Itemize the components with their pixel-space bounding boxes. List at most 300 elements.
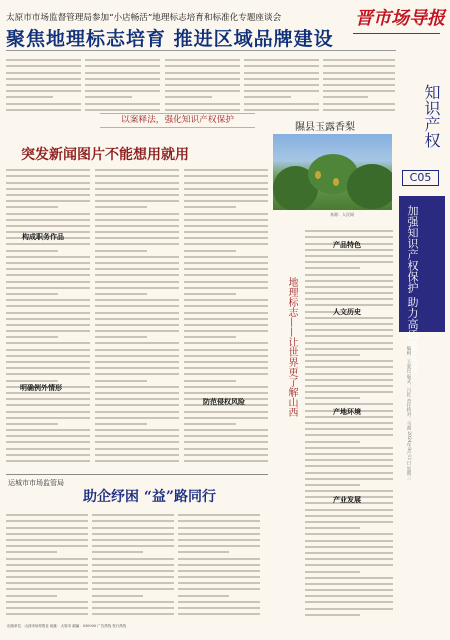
body-text-line: [305, 292, 393, 294]
body-text-line: [165, 59, 240, 61]
body-text-line: [305, 236, 393, 238]
body-text-line: [6, 169, 90, 171]
body-text-line: [6, 59, 81, 61]
body-text-line: [6, 441, 90, 443]
body-text-line: [95, 404, 179, 406]
body-text-line: [184, 448, 268, 450]
body-text-line: [6, 429, 90, 431]
body-text-line: [6, 262, 90, 264]
vertical-banner: 地理标志——让世界更了解山西: [286, 277, 297, 417]
body-text-line: [184, 274, 268, 276]
top-subtitle: 太原市市场监督管理局参加“小店畅活”地理标志培育和标准化专题座谈会: [6, 13, 282, 23]
bottom-divider: [6, 474, 268, 475]
body-text-line: [6, 78, 81, 80]
body-text-line: [95, 386, 179, 388]
body-text-line: [244, 65, 319, 67]
body-text-line: [6, 520, 88, 522]
masthead-rule: [353, 33, 440, 34]
body-text-line: [92, 527, 174, 529]
body-text-line: [6, 90, 81, 92]
body-text-line: [184, 188, 268, 190]
body-text-line: [6, 342, 90, 344]
body-text-line: [178, 564, 260, 566]
body-text-line: [305, 571, 360, 573]
body-text-line: [305, 267, 360, 269]
body-text-line: [6, 109, 81, 111]
body-text-line: [85, 65, 160, 67]
body-text-line: [184, 349, 268, 351]
body-text-line: [6, 576, 88, 578]
item-2: 人文历史: [333, 307, 361, 316]
body-text-line: [95, 349, 179, 351]
body-text-line: [178, 533, 260, 535]
body-text-line: [95, 256, 179, 258]
body-text-line: [6, 601, 88, 603]
body-text-line: [184, 281, 268, 283]
body-text-line: [6, 84, 81, 86]
body-text-line: [85, 72, 160, 74]
body-text-line: [95, 342, 179, 344]
body-text-line: [244, 59, 319, 61]
body-text-line: [184, 256, 268, 258]
body-text-line: [323, 84, 395, 86]
body-text-line: [6, 72, 81, 74]
body-text-line: [95, 324, 179, 326]
body-text-line: [305, 447, 393, 449]
body-text-line: [244, 84, 319, 86]
body-text-line: [305, 280, 393, 282]
body-text-line: [244, 72, 319, 74]
body-text-line: [305, 614, 360, 616]
section-banner: 以案释法，强化知识产权保护: [100, 113, 255, 128]
body-text-line: [305, 577, 393, 579]
body-text-line: [178, 551, 229, 553]
body-text-line: [305, 608, 393, 610]
body-text-line: [95, 206, 147, 208]
body-text-line: [6, 336, 58, 338]
body-text-line: [305, 274, 393, 276]
body-text-line: [305, 601, 393, 603]
item-3: 产地环境: [333, 407, 361, 416]
body-text-line: [95, 293, 147, 295]
body-text-line: [184, 312, 268, 314]
body-text-line: [95, 200, 179, 202]
body-text-line: [6, 539, 88, 541]
body-text-line: [305, 360, 393, 362]
body-text-line: [85, 78, 160, 80]
body-text-line: [6, 355, 90, 357]
body-text-line: [92, 576, 174, 578]
body-text-line: [6, 613, 88, 615]
body-text-line: [6, 533, 88, 535]
column-title: 知识产权: [422, 84, 441, 148]
body-text-line: [6, 287, 90, 289]
body-text-line: [244, 103, 319, 105]
body-text-line: [305, 422, 393, 424]
body-text-line: [305, 348, 393, 350]
body-text-line: [165, 65, 240, 67]
body-text-line: [95, 312, 179, 314]
body-text-line: [165, 84, 240, 86]
body-text-line: [305, 255, 393, 257]
body-text-line: [92, 582, 174, 584]
body-text-line: [95, 188, 179, 190]
page-code: C05: [402, 170, 439, 186]
body-text-line: [95, 330, 179, 332]
body-text-line: [165, 103, 240, 105]
body-text-line: [6, 349, 90, 351]
body-text-line: [92, 564, 174, 566]
right-text-col: [305, 226, 393, 621]
body-text-line: [92, 607, 174, 609]
body-text-line: [165, 90, 240, 92]
body-text-line: [184, 231, 268, 233]
body-text-line: [184, 262, 268, 264]
body-text-line: [6, 324, 90, 326]
item-1: 产品特色: [333, 240, 361, 249]
body-text-line: [95, 250, 147, 252]
body-text-line: [323, 59, 395, 61]
body-text-line: [92, 588, 174, 590]
body-text-line: [178, 595, 229, 597]
body-text-line: [305, 583, 393, 585]
body-text-line: [85, 84, 160, 86]
body-text-line: [6, 103, 81, 105]
body-text-line: [323, 65, 395, 67]
body-text-line: [6, 417, 90, 419]
body-text-line: [6, 582, 88, 584]
body-text-line: [6, 367, 90, 369]
body-text-line: [305, 472, 393, 474]
body-text-line: [95, 213, 179, 215]
body-text-line: [6, 250, 58, 252]
main-headline: 聚焦地理标志培育 推进区域品牌建设: [6, 28, 334, 50]
body-text-line: [6, 200, 90, 202]
body-text-line: [85, 109, 160, 111]
body-text-line: [6, 558, 88, 560]
body-text-line: [95, 318, 179, 320]
body-text-line: [305, 342, 393, 344]
body-text-line: [95, 392, 179, 394]
body-text-line: [6, 460, 90, 462]
body-text-line: [184, 392, 268, 394]
body-text-line: [95, 423, 147, 425]
body-text-line: [184, 454, 268, 456]
body-text-line: [184, 243, 268, 245]
body-text-line: [184, 435, 268, 437]
body-text-line: [6, 256, 90, 258]
body-text-line: [92, 514, 174, 516]
body-text-line: [184, 305, 268, 307]
body-text-line: [305, 558, 393, 560]
body-text-line: [6, 194, 90, 196]
body-text-line: [305, 595, 393, 597]
body-text-line: [6, 454, 90, 456]
body-text-line: [95, 429, 179, 431]
body-text-line: [95, 460, 179, 462]
body-text-line: [95, 454, 179, 456]
body-text-line: [6, 188, 90, 190]
body-text-line: [95, 305, 179, 307]
body-text-line: [184, 194, 268, 196]
body-text-line: [184, 361, 268, 363]
body-text-line: [178, 588, 260, 590]
body-text-line: [6, 312, 90, 314]
bottom-source: 运城市市场监管局: [8, 479, 64, 487]
body-text-line: [165, 72, 240, 74]
body-text-line: [6, 435, 90, 437]
body-text-line: [85, 96, 132, 98]
bottom-col-3: [178, 510, 260, 618]
body-text-line: [305, 261, 393, 263]
body-text-line: [305, 354, 360, 356]
body-text-line: [244, 96, 291, 98]
body-text-line: [178, 527, 260, 529]
body-text-line: [85, 59, 160, 61]
article-col-5: [323, 55, 395, 113]
body-text-line: [305, 509, 393, 511]
body-text-line: [305, 329, 393, 331]
body-text-line: [305, 459, 393, 461]
body-text-line: [95, 194, 179, 196]
body-text-line: [95, 336, 147, 338]
body-text-line: [92, 520, 174, 522]
body-text-line: [305, 540, 393, 542]
body-text-line: [184, 182, 268, 184]
body-text-line: [244, 109, 319, 111]
body-text-line: [184, 441, 268, 443]
body-text-line: [184, 423, 236, 425]
body-text-line: [165, 96, 212, 98]
body-text-line: [95, 373, 179, 375]
body-text-line: [305, 434, 393, 436]
body-text-line: [6, 182, 90, 184]
body-text-line: [184, 293, 236, 295]
body-text-line: [184, 225, 268, 227]
body-text-line: [6, 219, 90, 221]
body-text-line: [92, 551, 143, 553]
body-text-line: [95, 182, 179, 184]
body-text-line: [305, 335, 393, 337]
body-text-line: [6, 361, 90, 363]
body-text-line: [6, 243, 90, 245]
body-text-line: [178, 558, 260, 560]
body-text-line: [305, 453, 393, 455]
body-text-line: [165, 78, 240, 80]
body-text-line: [184, 367, 268, 369]
body-text-line: [6, 65, 81, 67]
body-text-line: [6, 595, 57, 597]
body-text-line: [305, 286, 393, 288]
body-text-line: [305, 323, 393, 325]
body-text-line: [95, 411, 179, 413]
body-text-line: [6, 281, 90, 283]
bottom-col-2: [92, 510, 174, 618]
body-text-line: [6, 213, 90, 215]
body-text-line: [305, 379, 393, 381]
body-text-line: [6, 225, 90, 227]
body-text-line: [305, 385, 393, 387]
body-text-line: [305, 490, 393, 492]
body-text-line: [184, 330, 268, 332]
orchard-photo: [273, 134, 392, 210]
body-text-line: [95, 268, 179, 270]
body-text-line: [95, 355, 179, 357]
body-text-line: [184, 342, 268, 344]
body-text-line: [178, 582, 260, 584]
item-4: 产业发展: [333, 495, 361, 504]
body-text-line: [92, 539, 174, 541]
bottom-col-1: [6, 510, 88, 618]
body-text-line: [95, 380, 147, 382]
body-text-line: [6, 318, 90, 320]
body-text-line: [6, 373, 90, 375]
body-text-line: [323, 90, 395, 92]
body-text-line: [305, 230, 393, 232]
body-text-line: [178, 576, 260, 578]
body-text-line: [6, 570, 88, 572]
body-text-line: [95, 435, 179, 437]
body-text-line: [92, 601, 174, 603]
body-text-line: [85, 103, 160, 105]
body-text-line: [184, 200, 268, 202]
body-text-line: [184, 287, 268, 289]
body-text-line: [305, 521, 393, 523]
body-text-line: [6, 545, 88, 547]
body-text-line: [95, 231, 179, 233]
body-text-line: [92, 613, 174, 615]
subhead-2: 明确例外情形: [20, 383, 62, 392]
body-text-line: [184, 268, 268, 270]
section-headline: 突发新闻图片不能想用就用: [21, 147, 189, 163]
body-text-line: [244, 90, 319, 92]
body-text-line: [184, 355, 268, 357]
body-text-line: [178, 539, 260, 541]
body-text-line: [95, 398, 179, 400]
body-text-line: [6, 380, 58, 382]
slogan-text: 加强知识产权保护 助力高质量发展: [406, 205, 419, 374]
body-text-line: [6, 293, 58, 295]
left-col-2: [95, 165, 179, 465]
body-text-line: [6, 299, 90, 301]
article-col-4: [244, 55, 319, 113]
body-text-line: [6, 330, 90, 332]
subhead-1: 构成职务作品: [22, 232, 64, 241]
bottom-headline: 助企纾困 “益”路同行: [83, 489, 216, 505]
body-text-line: [6, 588, 88, 590]
body-text-line: [305, 465, 393, 467]
body-text-line: [6, 411, 90, 413]
body-text-line: [6, 305, 90, 307]
body-text-line: [95, 219, 179, 221]
body-text-line: [244, 78, 319, 80]
body-text-line: [184, 324, 268, 326]
body-text-line: [184, 219, 268, 221]
body-text-line: [305, 403, 393, 405]
body-text-line: [95, 175, 179, 177]
body-text-line: [305, 366, 393, 368]
body-text-line: [184, 175, 268, 177]
body-text-line: [95, 169, 179, 171]
body-text-line: [305, 533, 393, 535]
body-text-line: [6, 527, 88, 529]
body-text-line: [6, 398, 90, 400]
body-text-line: [305, 397, 360, 399]
body-text-line: [95, 448, 179, 450]
body-text-line: [184, 380, 236, 382]
article-col-3: [165, 55, 240, 113]
body-text-line: [184, 386, 268, 388]
body-text-line: [323, 96, 368, 98]
body-text-line: [184, 318, 268, 320]
edition-meta: 编辑：王爱民 版式：吕红 责任校对：马燕 2024年9月11日 星期三: [406, 346, 411, 480]
footer: 出版单位：山西市场导报社 地址：太原市 邮编：030000 广告热线 发行热线: [7, 624, 127, 628]
body-text-line: [6, 514, 88, 516]
body-text-line: [92, 595, 143, 597]
body-text-line: [178, 514, 260, 516]
body-text-line: [184, 417, 268, 419]
body-text-line: [305, 391, 393, 393]
body-text-line: [178, 520, 260, 522]
body-text-line: [305, 552, 393, 554]
body-text-line: [95, 225, 179, 227]
photo-title: 隰县玉露香梨: [295, 122, 355, 133]
body-text-line: [323, 109, 395, 111]
body-text-line: [92, 533, 174, 535]
left-col-1: [6, 165, 90, 465]
body-text-line: [305, 564, 393, 566]
body-text-line: [305, 317, 393, 319]
body-text-line: [165, 109, 240, 111]
body-text-line: [95, 274, 179, 276]
body-text-line: [95, 367, 179, 369]
body-text-line: [95, 237, 179, 239]
body-text-line: [178, 607, 260, 609]
body-text-line: [305, 484, 360, 486]
article-col-2: [85, 55, 160, 113]
body-text-line: [305, 441, 360, 443]
body-text-line: [6, 448, 90, 450]
body-text-line: [95, 299, 179, 301]
body-text-line: [6, 274, 90, 276]
body-text-line: [184, 429, 268, 431]
body-text-line: [184, 250, 236, 252]
body-text-line: [178, 570, 260, 572]
body-text-line: [178, 613, 260, 615]
body-text-line: [305, 546, 393, 548]
body-text-line: [184, 411, 268, 413]
divider: [6, 50, 396, 51]
body-text-line: [184, 169, 268, 171]
body-text-line: [178, 601, 260, 603]
body-text-line: [6, 551, 57, 553]
body-text-line: [305, 298, 393, 300]
body-text-line: [95, 287, 179, 289]
body-text-line: [6, 404, 90, 406]
body-text-line: [6, 607, 88, 609]
body-text-line: [95, 281, 179, 283]
body-text-line: [184, 460, 268, 462]
body-text-line: [184, 299, 268, 301]
body-text-line: [95, 361, 179, 363]
body-text-line: [323, 103, 395, 105]
body-text-line: [184, 213, 268, 215]
body-text-line: [184, 206, 236, 208]
body-text-line: [6, 206, 58, 208]
body-text-line: [6, 423, 58, 425]
body-text-line: [184, 373, 268, 375]
body-text-line: [6, 96, 53, 98]
